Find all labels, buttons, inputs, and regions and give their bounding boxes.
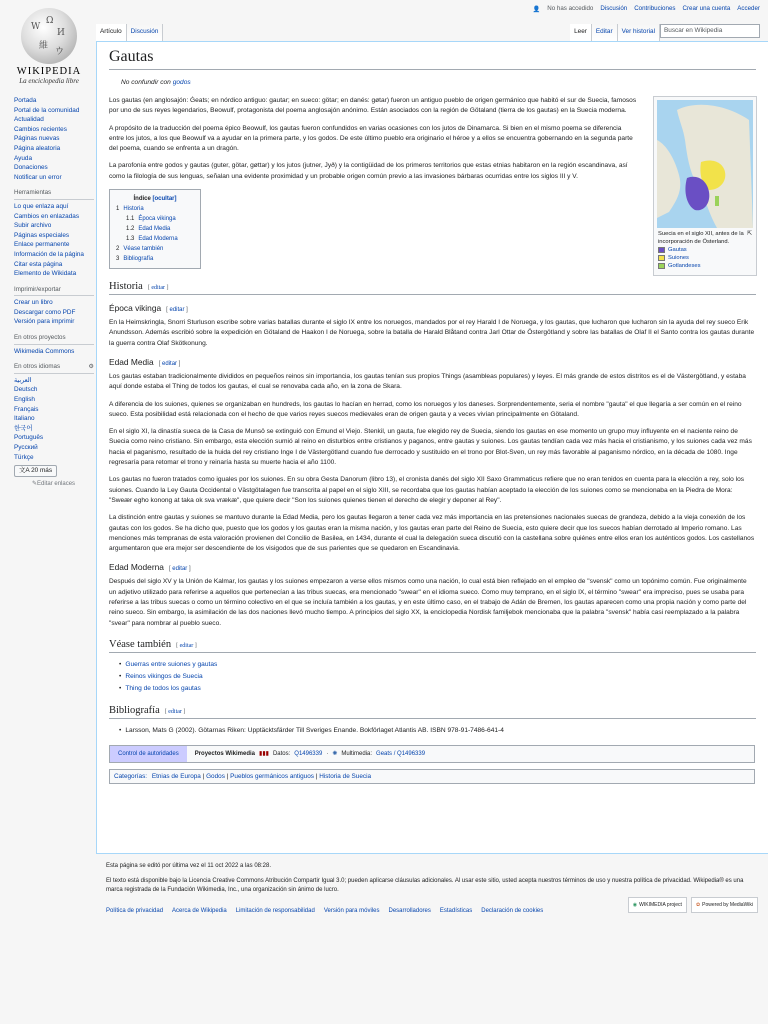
globe-icon: W Ω И 維 ウ — [21, 8, 77, 64]
languages-heading: En otros idiomas — [14, 363, 61, 371]
language-link[interactable]: English — [14, 396, 35, 404]
create-account-link[interactable]: Crear una cuenta — [682, 5, 731, 12]
language-link[interactable]: Italiano — [14, 415, 35, 423]
language-link[interactable]: Deutsch — [14, 386, 38, 394]
sweden-map-image[interactable] — [657, 100, 753, 228]
sidebar-item[interactable]: Versión para imprimir — [14, 318, 75, 326]
footer-link[interactable]: Declaración de cookies — [481, 908, 544, 914]
intro-paragraph: A propósito de la traducción del poema épico Beowulf, los gautas fueron confundidos en varias ocasiones con los jutos de Dinamarca. Si bien en el mismo poema se diferencia entre los jutos, a los que Beowulf va a ayudar en la primera parte, y los godos. De este último pueblo era originario el héroe y a ellos se encuentra gobernando en la segunda parte del poema, cuando se enfrenta a un dragón. — [109, 124, 633, 153]
paragraph: En la Heimskringla, Snorri Sturluson escribe sobre varias batallas durante el siglo IX entre los noruegos, mandados por el rey Harald I de Noruega, y los gautas, que lucharon que lucharon sin la ayuda del rey sueco Erik Anundsson. Además escribió sobre la expedición en Götaland de Haakon I de Noruega, sobre la batalla de Harald Blåtand contra Jarl Ottar de Östergötland y sobre las batallas de Olaf II el Santo contra los gautas durante la guerra contra Olaf Skötkonung. — [109, 319, 755, 347]
toc-title: Índice — [133, 196, 151, 203]
intro-paragraph: Los gautas (en anglosajón: Ġeats; en nórdico antiguo: gautar; en sueco: götar; en danés: gøtar) fueron un antiguo pueblo de origen germánico que habitó el sur de Suecia, famosos por uno de sus reyes legendarios, Beowulf, protagonista del poema anglosajón anónimo. Están asociados con la región de Götaland (tierra de los gautas) en la Suecia moderna. — [109, 97, 637, 115]
legend-item: Gautas — [658, 246, 752, 254]
tab-edit[interactable]: Editar — [592, 24, 618, 41]
map-thumbnail — [653, 96, 757, 276]
edit-section-link[interactable]: editar — [162, 360, 178, 367]
edit-section-link[interactable]: editar — [179, 642, 194, 649]
view-tabs — [570, 24, 660, 41]
edit-section-link[interactable]: editar — [151, 285, 165, 292]
footer-link[interactable]: Limitación de responsabilidad — [235, 908, 315, 914]
list-item[interactable]: • Thing de todos los gautas — [119, 683, 756, 695]
sidebar-projects — [14, 333, 94, 356]
license-info: El texto está disponible bajo la Licencia Creative Commons Atribución Compartir Igual 3.0; pueden aplicarse cláusulas adicionales. Al usar este sitio, usted acepta nuestros términos de uso y nuestra política de privacidad. Wikipedia® es una marca registrada de la Fundación Wikimedia, Inc., una organización sin ánimo de lucro. — [106, 878, 744, 893]
paragraph: Los gautas estaban tradicionalmente divididos en pequeños reinos sin importancia, los gautas tenían sus propios Things (asambleas populares) y leyes. El más grande de estos distritos es el de Västergötland, y estaba aquí donde estaba el Thing de todos los gautas, el cual se renovaba cada año, en la zona de Skara. — [109, 372, 746, 391]
tab-read[interactable]: Leer — [570, 24, 592, 41]
table-of-contents — [109, 189, 201, 269]
section-heading-vease: Véase también [ editar ] — [109, 639, 756, 653]
language-link[interactable]: العربية — [14, 376, 32, 384]
language-link[interactable]: Türkçe — [14, 453, 34, 461]
more-languages-button[interactable]: 文A 20 más — [14, 465, 57, 477]
wikidata-link[interactable]: Q1496339 — [294, 750, 323, 757]
sidebar-item[interactable]: Cambios en enlazadas — [14, 212, 80, 220]
paragraph: En el siglo XI, la dinastía sueca de la Casa de Munsö se extinguió con Emund el Viejo. Stenkil, un gauta, fue elegido rey de Suecia, siendo los gautas en ese momento un grupo muy influyente en el naciente reino de Suecia como reino cristiano. Sin embargo, esta elección sumió al reino en disturbios entre cristianos y paganos, entre gautas y suiones. Los gautas tendían cada vez más hacia el cristianismo, y los suiones cada vez más hacia el paganismo, resultado de la huida del rey cristiano Inge I de Västergötland cuando fue derrocado y sustituido en el trono por Blot-Sven, un rey más favorable al paganismo nórdico, en la década de 1080. Inge regresaría para retomar el trono y reinaría hasta su muerte hacia el año 1100. — [109, 428, 752, 467]
section-heading-moderna: Edad Moderna [ editar ] — [109, 562, 191, 573]
edit-section-link[interactable]: editar — [169, 307, 185, 314]
projects-label: Proyectos Wikimedia — [194, 750, 256, 757]
intro-paragraph: La parofonía entre godos y gautas (guter, götar, gøttar) y los jutos (jutner, Jyð) y la contigüidad de los primeros territorios que estas etnias habitaron en la región escandinava, así como la filología de sus lenguas, señalan una evidente proximidad y un probable origen común previo a las invasiones bárbaras ocurridas entre los siglos III y V. — [109, 162, 628, 180]
footer-link[interactable]: Desarrolladores — [388, 908, 431, 914]
section-heading-historia: Historia [ editar ] — [109, 281, 756, 295]
sidebar-item[interactable]: Información de la página — [14, 250, 84, 258]
section-heading-epoca: Época vikinga [ editar ] — [109, 303, 188, 314]
mediawiki-badge[interactable]: ✿ Powered by MediaWiki — [691, 897, 758, 913]
category-link[interactable]: Historia de Suecia — [319, 772, 372, 780]
enlarge-icon[interactable]: ⇱ — [747, 231, 752, 237]
category-links: Categorías: Etnias de Europa | Godos | Pueblos germánicos antiguos | Historia de Suecia — [109, 769, 755, 784]
sidebar-item[interactable]: Páginas nuevas — [14, 135, 60, 143]
section-heading-media: Edad Media [ editar ] — [109, 356, 181, 367]
sidebar-item[interactable]: Páginas especiales — [14, 231, 70, 239]
gear-icon[interactable]: ⚙ — [88, 363, 94, 371]
sidebar-item[interactable]: Elemento de Wikidata — [14, 270, 77, 278]
bibliography-list — [109, 725, 756, 737]
commons-link[interactable]: Geats / Q1496339 — [376, 750, 426, 757]
last-edit-info: Esta página se editó por última vez el 11 oct 2022 a las 08:28. — [106, 863, 271, 869]
toc-item[interactable]: 1.3 Edad Moderna — [126, 236, 178, 243]
footer-link[interactable]: Acerca de Wikipedia — [172, 908, 227, 914]
list-item[interactable]: • Reinos vikingos de Suecia — [119, 671, 756, 683]
talk-link[interactable]: Discusión — [600, 5, 628, 12]
toc-item[interactable]: 1.2 Edad Media — [126, 226, 171, 233]
wikimedia-badge[interactable]: ◉ WIKIMEDIA project — [628, 897, 687, 913]
sidebar-item[interactable]: Portal de la comunidad — [14, 106, 80, 114]
sidebar-item[interactable]: Enlace permanente — [14, 241, 70, 249]
sidebar — [14, 96, 94, 495]
logo-tagline: La enciclopedia libre — [19, 77, 79, 85]
mediawiki-icon: ✿ — [695, 901, 701, 908]
toc-toggle[interactable]: [ocultar] — [152, 196, 177, 203]
login-link[interactable]: Acceder — [737, 5, 760, 12]
sidebar-item[interactable]: Donaciones — [14, 164, 48, 172]
tab-history[interactable]: Ver historial — [618, 24, 660, 41]
language-link[interactable]: Português — [14, 434, 44, 442]
sidebar-item[interactable]: Actualidad — [14, 116, 44, 124]
list-item[interactable]: • Guerras entre suiones y gautas — [119, 659, 756, 671]
language-link[interactable]: Français — [14, 405, 39, 413]
toc-item[interactable]: 1.1 Época vikinga — [126, 216, 176, 223]
paragraph: La distinción entre gautas y suiones se mantuvo durante la Edad Media, pero los gautas llegaron a tener cada vez más importancia en las pretensiones nacionales suecas de grandeza, debido a la vieja conexión de los gautas con los godos. Se ha dicho que, puesto que los godos y los gautas eran la misma nación, y los gautas eran parte del Reino de Suecia, esto quiere decir que los suecos habían derrotado al Imperio romano. Las menciones más tempranas de esta valoración provienen del Concilio de Basilea, en 1434, durante el cual la delegación sueca discutió con la castellana sobre quiénes entre ellos eran los auténticos godos. Los castellanos argumentaron que era mejor ser descendiente de los visigodos que de sus parientes que se quedaron en Escandinavia. — [109, 514, 755, 553]
edit-section-link[interactable]: editar — [168, 708, 182, 715]
hatnote-link[interactable]: godos — [172, 79, 191, 86]
sidebar-languages — [14, 362, 94, 489]
projects-heading: En otros proyectos — [14, 333, 94, 345]
namespace-tabs — [96, 24, 163, 41]
sidebar-item[interactable]: Subir archivo — [14, 222, 52, 230]
edit-section-link[interactable]: editar — [172, 566, 188, 573]
sidebar-item[interactable]: Cambios recientes — [14, 125, 67, 133]
sidebar-item[interactable]: Wikimedia Commons — [14, 347, 75, 355]
not-logged-in: No has accedido — [547, 5, 594, 12]
contributions-link[interactable]: Contribuciones — [634, 5, 676, 12]
sidebar-item[interactable]: Descargar como PDF — [14, 308, 76, 316]
tools-heading: Herramientas — [14, 188, 94, 200]
tab-discussion[interactable]: Discusión — [127, 24, 164, 41]
tab-article[interactable]: Artículo — [96, 24, 127, 41]
legend-item: Gotlandeses — [658, 262, 752, 270]
edit-links-button[interactable]: ✎Editar enlaces — [32, 480, 76, 487]
toc-item[interactable]: 1 Historia — [116, 206, 144, 213]
footer — [106, 862, 758, 916]
paragraph: Los gautas no fueron tratados como iguales por los suiones. En su obra Gesta Danorum (libro 13), el cronista danés del siglo XII Saxo Grammaticus refiere que no eran tenidos en cuenta para la elección a rey, solo los suiones. Cuando la Ley Gauta Occidental o Västgötalagen fue transcrita al papel en el siglo XIII, se recordaba que los gautas habían aceptado la elección de los suiones como se mencionaba en la Piedra de Mora: "Sweær egho konong at taka ok sva vrækæ", que quiere decir "Son los suiones quienes tienen el derecho de elegir y deponer al Rey". — [109, 476, 745, 504]
legend-item: Suiones — [658, 254, 752, 262]
bibliography-item: • Larsson, Mats G (2002). Götarnas Riken: Upptäcktsfärder Till Sveriges Enande. Bokförlaget Atlantis AB. ISBN 978-91-7486-641-4 — [119, 725, 756, 737]
translate-icon: 文A — [19, 467, 32, 475]
pencil-icon: ✎ — [32, 480, 38, 487]
footer-link[interactable]: Política de privacidad — [106, 908, 164, 914]
wikimedia-icon: ◉ — [632, 901, 638, 908]
paragraph: A diferencia de los suiones, quienes se organizaban en hundreds, los gautas lo hacían en herrad, como los noruegos y los daneses. Sorprendentemente, seria el nombre "gauta" el que llegaría a ser común en el reino sueco. Esta posibilidad está relacionada con el hecho de que varios reyes suecos medievales eran de origen gauta y a veces vivían principalmente en Götaland. — [109, 400, 742, 418]
media-label: Multimedia: — [341, 750, 373, 757]
logo-wordmark: WIKIPEDIA — [16, 66, 82, 77]
toc-item[interactable]: 2 Véase también — [116, 246, 164, 253]
toc-item[interactable]: 3 Bibliografía — [116, 256, 154, 263]
legend-swatch — [658, 263, 665, 269]
section-heading-biblio: Bibliografía [ editar ] — [109, 705, 756, 719]
print-heading: Imprimir/exportar — [14, 285, 94, 297]
search-input[interactable] — [660, 24, 760, 38]
personal-tools — [533, 5, 760, 13]
authority-control: Control de autoridades Proyectos Wikimedia ▮▮▮ Datos: Q1496339 · ✺ Multimedia: Geats / Q1496339 — [109, 745, 755, 763]
wikidata-icon: ▮▮▮ — [259, 751, 269, 758]
thumb-caption: Suecia en el siglo XII, antes de la incorporación de Österland. — [658, 231, 744, 245]
data-label: Datos: — [272, 750, 291, 757]
category-link[interactable]: Etnias de Europa — [151, 772, 201, 780]
footer-link[interactable]: Estadísticas — [439, 908, 473, 914]
language-link[interactable]: 한국어 — [14, 424, 33, 432]
sidebar-item[interactable]: Citar esta página — [14, 260, 63, 268]
main-content — [96, 41, 768, 854]
footer-link[interactable]: Versión para móviles — [323, 908, 380, 914]
paragraph: Después del siglo XV y la Unión de Kalmar, los gautas y los suiones empezaron a verse ellos mismos como una nación, lo cual está bien reflejado en el empleo de "svensk" como un topónimo común. Fue originalmente un adjetivo utilizado para referirse a aquellos que pertenecían a las tribus suecas, era mencionado "swear" en el idioma sueco. Como muy temprano, en el siglo IX, el término "swear" era impreciso, pues se usaba para referirse a las tribus suecas o como un término colectivo en el que se incluía también a los gautas, y en este último caso, en el trabajo de Adán de Bremen, los gautas aparecen como una propia nación y como parte del reino sueco. Sin embargo, la asimilación de las dos naciones llevó mucho tiempo. A principios del siglo XX, la enciclopedia Nordisk familjebok mencionaba que la palabra "svensk" había casi reemplazado a la palabra "svear" para nombrar al pueblo sueco. — [109, 578, 747, 627]
wikipedia-logo[interactable] — [14, 8, 84, 85]
see-also-list — [109, 659, 756, 695]
sidebar-item[interactable]: Portada — [14, 97, 37, 104]
sidebar-item[interactable]: Ayuda — [14, 154, 33, 162]
legend-swatch — [658, 247, 665, 253]
commons-icon: ✺ — [332, 751, 338, 758]
user-icon: 👤 — [532, 6, 541, 13]
category-link[interactable]: Godos — [206, 772, 225, 780]
sidebar-item[interactable]: Lo que enlaza aquí — [14, 202, 69, 210]
legend-swatch — [658, 255, 665, 261]
page-title: Gautas — [109, 48, 756, 70]
categories-label[interactable]: Categorías: — [114, 772, 148, 780]
search-placeholder: Buscar en Wikipedia — [664, 27, 723, 34]
category-link[interactable]: Pueblos germánicos antiguos — [230, 772, 314, 780]
sidebar-navigation — [14, 96, 94, 182]
sidebar-print — [14, 285, 94, 327]
sidebar-item[interactable]: Página aleatoria — [14, 144, 61, 152]
sidebar-tools — [14, 188, 94, 278]
language-link[interactable]: Русский — [14, 444, 38, 451]
sidebar-item[interactable]: Crear un libro — [14, 299, 53, 307]
sidebar-item[interactable]: Notificar un error — [14, 173, 62, 181]
authority-heading[interactable]: Control de autoridades — [110, 746, 187, 762]
hatnote: No confundir con godos — [121, 79, 191, 86]
